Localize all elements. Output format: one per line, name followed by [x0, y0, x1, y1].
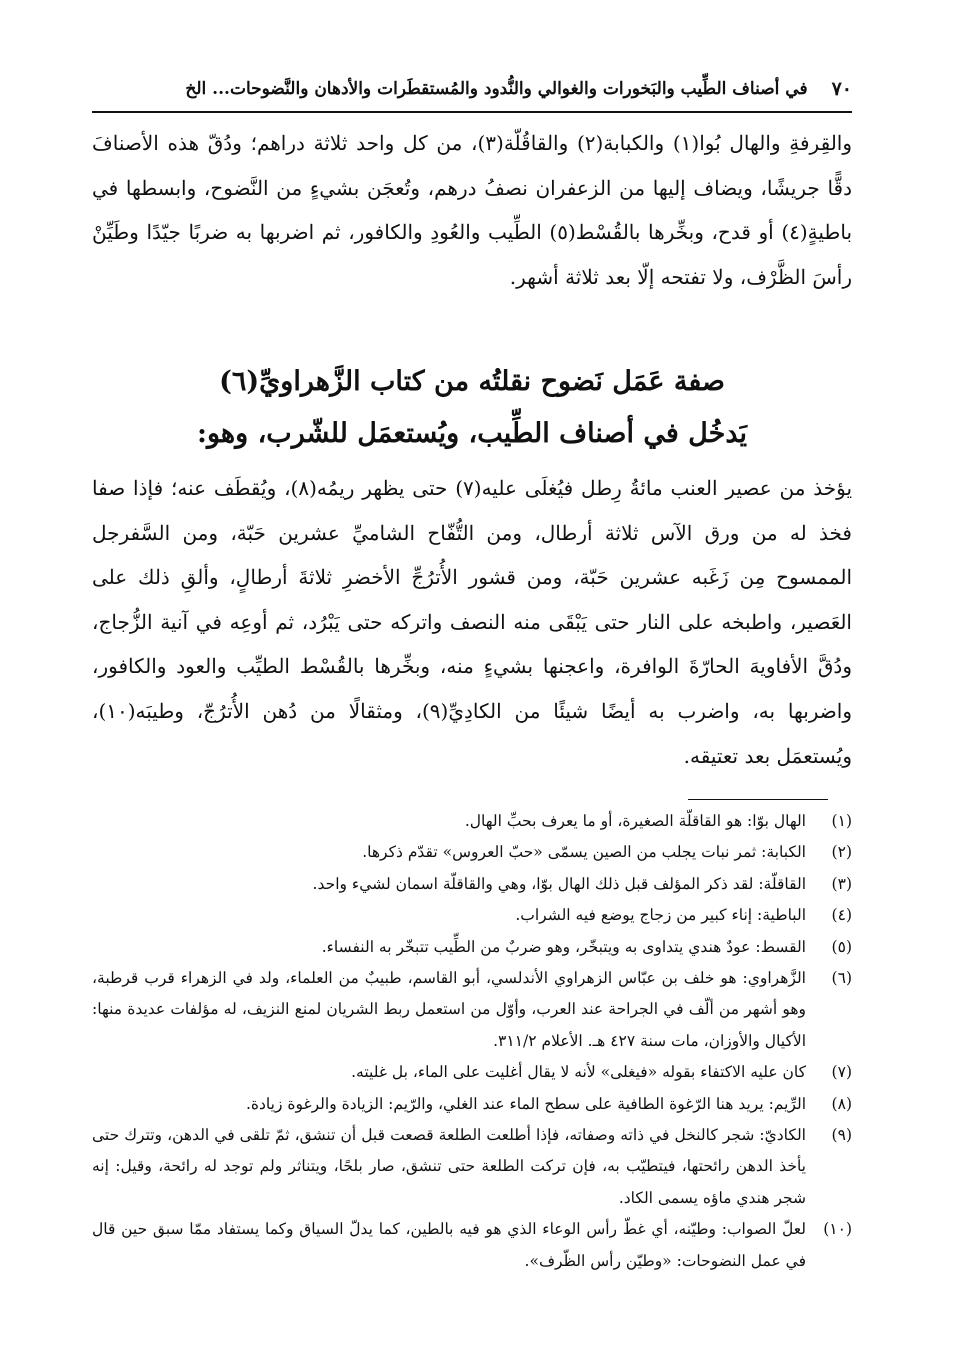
footnote-text: الزَّهراوي: هو خلف بن عبّاس الزهراوي الأندلسي، أبو القاسم، طبيبٌ من العلماء، ولد في الزهراء قرب قرطبة، وهو أشهر من ألّف في الجراحة عند العرب، وأوّل من استعمل ربط الشريان لمنع النزيف، له مؤلفات عديدة منها: الأكيال والأوزان، مات سنة ٤٢٧ هـ. الأعلام ٣١١/٢. — [92, 969, 806, 1050]
footnote-number: (٢) — [831, 843, 852, 862]
footnote-number: (٧) — [831, 1063, 852, 1082]
footnote-text: القسط: عودٌ هندي يتداوى به ويتبخّر، وهو ضربٌ من الطِّيب تتبخّر به النفساء. — [321, 937, 806, 956]
footnote-number: (٥) — [831, 937, 852, 956]
footnote-text: كان عليه الاكتفاء بقوله «فيغلى» لأنه لا يقال أغليت على الماء، بل غليته. — [351, 1063, 806, 1082]
footnote-text: الهال بوّا: هو القاقلّة الصغيرة، أو ما يعرف بحبِّ الهال. — [464, 812, 806, 830]
footnote-separator — [688, 799, 828, 800]
paragraph-1: والقِرفةِ والهال بُوا(١) والكبابة(٢) والقاقُلّة(٣)، من كل واحد ثلاثة دراهم؛ ودُقّ هذه الأصنافَ دقًّا جريشًا، ويضاف إليها من الزعفران نصفُ درهم، وتُعجَن بشيءٍ من النَّضوح، وابسطها في باطيةٍ(٤) أو قدح، وبخِّرها بالقُسْط(٥) الطِّيب والعُودِ والكافور، ثم اضربها به ضربًا جيّدًا وطَيِّنْ رأسَ الظَّرْف، ولا تفتحه إلّا بعد ثلاثة أشهر. — [92, 131, 853, 289]
footnote-number: (٩) — [831, 1126, 852, 1145]
footnote-number: (١٠) — [823, 1220, 852, 1239]
footnote-number: (٤) — [831, 906, 852, 925]
footnote-8 — [92, 1089, 852, 1120]
footnote-5 — [92, 932, 852, 963]
footnotes — [92, 806, 852, 1277]
paragraph-2: يؤخذ من عصير العنب مائةُ رِطل فيُغلَى عليه(٧) حتى يظهر ريمُه(٨)، ويُقطَف عنه؛ فإذا صفا فخذ له من ورق الآس ثلاثة أرطال، ومن التُّفّاح الشاميِّ عشرين حَبّة، ومن السَّفرجل الممسوح مِن زَغَبه عشرين حَبّة، ومن قشور الأُترُجِّ الأخضرِ ثلاثةَ أرطالٍ، وألقِ ذلك على العَصير، واطبخه على النار حتى يَبْقَى منه النصف واتركه حتى يَبْرُد، ثم أوعِه في آنية الزُّجاج، ودُقَّ الأفاويهَ الحارّةَ الوافرة، واعجنها بشيءٍ منه، وبخِّرها بالقُسْط الطيِّب والعود والكافور، واضربها به، واضرب به أيضًا شيئًا من الكادِيِّ(٩)، ومثقالًا من دُهن الأُترُجّ، وطيبَه(١٠)، ويُستعمَل بعد تعتيقه. — [92, 476, 853, 768]
footnote-6 — [92, 963, 852, 1057]
footnote-2 — [92, 837, 852, 868]
footnote-number: (٨) — [831, 1094, 852, 1113]
footnote-text: لعلّ الصواب: وطيّنه، أي غطّ رأس الوعاء الذي هو فيه بالطين، كما يدلّ السياق وكما يستفاد ممّا سبق حين قال في عمل النضوحات: «وطيّن رأس الظّرف». — [92, 1220, 806, 1270]
footnote-text: الكاديّ: شجر كالنخل في ذاته وصفاته، فإذا أطلعت الطلعة قصعت قبل أن تنشق، ثمّ تلقى في الدهن، وتترك حتى يأخذ الدهن رائحتها، فيتطيّب به، فإن تركت الطلعة حتى تنشق، صار بلحًا، ويتناثر ولم توجد له رائحة، وقيل: إنه شجر هندي ماؤه يسمى الكاد. — [92, 1126, 806, 1207]
section-title-line-1: صفة عَمَل نَضوح نقلتُه من كتاب الزَّهراويِّ(٦) — [219, 366, 725, 397]
footnote-10 — [92, 1214, 852, 1277]
footnote-text: القاقلّة: لقد ذكر المؤلف قبل ذلك الهال بوّا، وهي والقاقلّة اسمان لشيء واحد. — [312, 874, 806, 893]
footnote-3 — [92, 869, 852, 900]
footnote-4 — [92, 900, 852, 931]
footnote-number: (١) — [831, 812, 852, 830]
footnote-number: (٣) — [831, 874, 852, 893]
running-header — [92, 72, 852, 106]
footnote-7 — [92, 1057, 852, 1088]
header-rule — [92, 111, 852, 113]
footnote-text: الرِّيم: يريد هنا الرّغوة الطافية على سطح الماء عند الغلي، والرّيم: الزيادة والرغوة زيادة. — [245, 1094, 806, 1113]
footnote-9 — [92, 1120, 852, 1214]
page-number: ٧٠ — [831, 78, 852, 100]
footnote-text: الباطية: إناء كبير من زجاج يوضع فيه الشراب. — [515, 906, 806, 925]
footnote-number: (٦) — [831, 969, 852, 988]
section-title-line-2: يَدخُل في أصناف الطِّيب، ويُستعمَل للشّرب، وهو: — [196, 418, 748, 449]
running-title: في أصناف الطِّيب والبَخورات والغوالي والنُّدود والمُستقطَرات والأدهان والنَّضوحات... الخ — [185, 79, 808, 99]
footnote-text: الكبابة: ثمر نبات يجلب من الصين يسمّى «حبّ العروس» تقدّم ذكرها. — [362, 843, 806, 862]
footnote-1 — [92, 806, 852, 837]
